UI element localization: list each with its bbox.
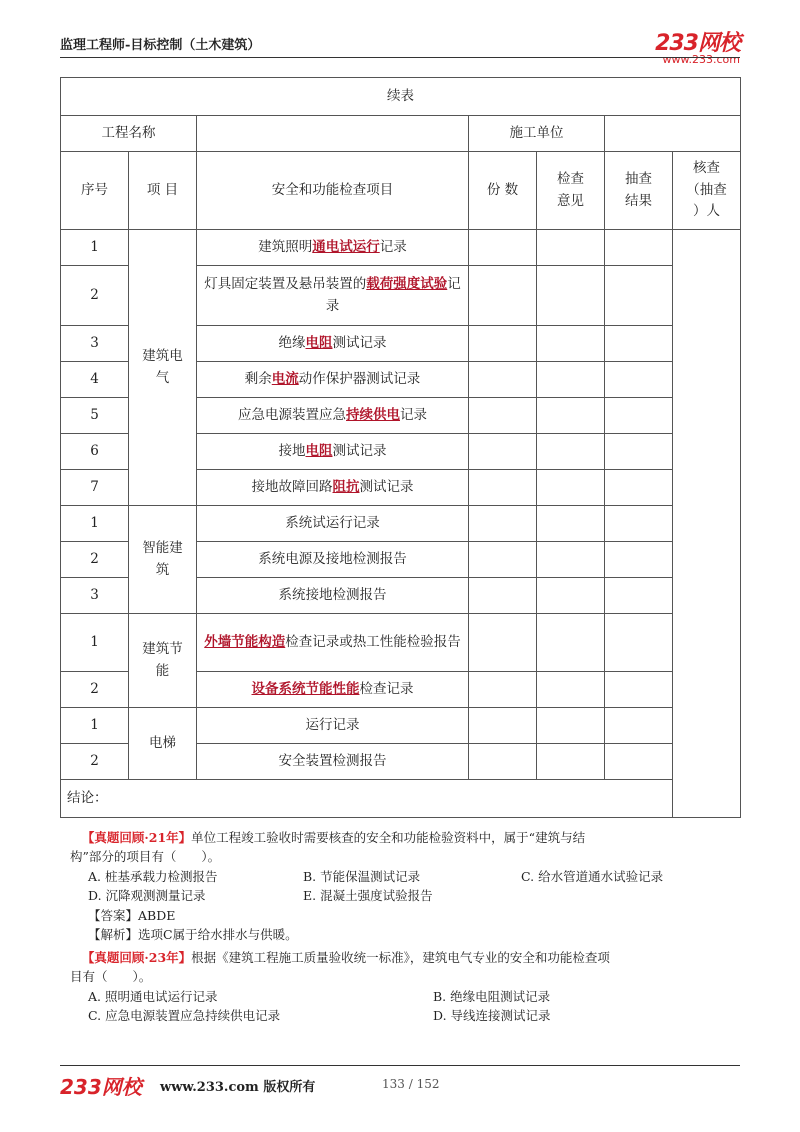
- copies-cell: [469, 362, 537, 398]
- group-energy-l2: 能: [155, 662, 170, 679]
- check-item-highlight: 电流: [271, 370, 299, 387]
- checker-cell: [673, 230, 741, 818]
- row-no: 1: [61, 708, 129, 744]
- q21-stem-text: 单位工程竣工验收时需要核查的安全和功能检验资料中，属于“建筑与结: [191, 830, 586, 845]
- result-cell: [605, 578, 673, 614]
- check-item-highlight: 阻抗: [332, 478, 360, 495]
- q23-option-a: A. 照明通电试运行记录: [88, 988, 218, 1004]
- brand-logo-text: 233网校: [655, 31, 740, 56]
- q21-option-b: B. 节能保温测试记录: [303, 868, 421, 884]
- q23-option-d: D. 导线连接测试记录: [433, 1008, 551, 1024]
- check-item: 系统电源及接地检测报告: [197, 542, 469, 578]
- table-row: [61, 506, 741, 542]
- check-item-text: 记录: [379, 238, 407, 255]
- project-name-label: 工程名称: [61, 116, 197, 152]
- copies-cell: [469, 266, 537, 326]
- check-item-text: 测试记录: [332, 442, 387, 459]
- opinion-cell: [537, 326, 605, 362]
- copies-cell: [469, 470, 537, 506]
- result-cell: [605, 362, 673, 398]
- q23-option-c: C. 应急电源装置应急持续供电记录: [88, 1008, 281, 1024]
- table-row: [61, 614, 741, 672]
- check-item: [197, 230, 469, 266]
- copies-cell: [469, 230, 537, 266]
- opinion-cell: [537, 470, 605, 506]
- group-electrical: [129, 230, 197, 506]
- col-header-opinion-l1: 检查: [557, 170, 584, 187]
- group-intelligent-l1: 智能建: [142, 539, 183, 556]
- copies-cell: [469, 434, 537, 470]
- result-cell: [605, 672, 673, 708]
- check-item-text: 动作保护器测试记录: [298, 370, 421, 387]
- check-item: [197, 326, 469, 362]
- check-item-text: 记录: [400, 406, 427, 423]
- check-item-text: 灯具固定装置及悬吊装置的: [204, 275, 367, 292]
- result-cell: [605, 266, 673, 326]
- table-row: [61, 230, 741, 266]
- check-item: 安全装置检测报告: [197, 744, 469, 780]
- check-item-highlight: 外墙节能构造: [204, 633, 286, 650]
- opinion-cell: [537, 230, 605, 266]
- check-item-text: 建筑照明: [258, 238, 313, 255]
- check-item-highlight: 载荷强度试验: [366, 275, 448, 292]
- row-no: 2: [61, 542, 129, 578]
- opinion-cell: [537, 578, 605, 614]
- col-header-item: 项 目: [129, 152, 197, 230]
- col-header-result-l1: 抽查: [625, 170, 652, 187]
- check-item-text: 检查记录或热工性能检验报告: [285, 633, 461, 650]
- check-item-text: 测试记录: [359, 478, 414, 495]
- q21-answer: 【答案】ABDE: [88, 907, 176, 923]
- result-cell: [605, 744, 673, 780]
- group-energy-l1: 建筑节: [142, 640, 183, 657]
- col-header-checker-l2: （抽查: [686, 181, 727, 198]
- q23-tag: 【真题回顾·23年】: [81, 950, 192, 965]
- project-name-value: [197, 116, 469, 152]
- result-cell: [605, 470, 673, 506]
- col-header-copies: 份 数: [469, 152, 537, 230]
- q21-option-c: C. 给水管道通水试验记录: [521, 868, 664, 884]
- check-item: [197, 266, 469, 326]
- row-no: 3: [61, 578, 129, 614]
- footer-site: www.233.com 版权所有: [160, 1080, 316, 1095]
- table-row: [61, 708, 741, 744]
- check-item: [197, 434, 469, 470]
- row-no: 7: [61, 470, 129, 506]
- copies-cell: [469, 708, 537, 744]
- col-header-result-l2: 结果: [625, 192, 652, 209]
- construction-unit-value: [605, 116, 741, 152]
- check-item: [197, 614, 469, 672]
- header-title: 监理工程师-目标控制（土木建筑）: [60, 38, 261, 53]
- result-cell: [605, 434, 673, 470]
- check-item-highlight: 设备系统节能性能: [251, 680, 360, 697]
- col-header-checker-l3: ）人: [693, 203, 720, 220]
- q21-options-row2: [70, 886, 750, 905]
- opinion-cell: [537, 398, 605, 434]
- page-number: 133 / 152: [382, 1077, 440, 1091]
- row-no: 1: [61, 230, 129, 266]
- row-no: 5: [61, 398, 129, 434]
- q21-analysis: 【解析】选项C属于给水排水与供暖。: [88, 926, 298, 942]
- q23-stem-l1: [70, 948, 750, 967]
- opinion-cell: [537, 434, 605, 470]
- group-intelligent: [129, 506, 197, 614]
- opinion-cell: [537, 362, 605, 398]
- row-no: 1: [61, 506, 129, 542]
- row-no: 2: [61, 266, 129, 326]
- table-caption: 续表: [61, 78, 741, 116]
- opinion-cell: [537, 672, 605, 708]
- copies-cell: [469, 614, 537, 672]
- safety-function-check-table: [60, 77, 741, 818]
- check-item: 系统接地检测报告: [197, 578, 469, 614]
- result-cell: [605, 614, 673, 672]
- check-item-highlight: 电阻: [305, 334, 333, 351]
- check-item-text: 接地: [278, 442, 306, 459]
- col-header-opinion-l2: 意见: [557, 192, 584, 209]
- result-cell: [605, 326, 673, 362]
- check-item-text: 绝缘: [278, 334, 306, 351]
- check-item: 运行记录: [197, 708, 469, 744]
- footer-logo: 233网校: [60, 1075, 142, 1099]
- q23-options-row2: [70, 1006, 750, 1025]
- check-item-text: 应急电源装置应急: [238, 406, 346, 423]
- page-header: [60, 22, 740, 66]
- check-item-text: 剩余: [244, 370, 272, 387]
- result-cell: [605, 506, 673, 542]
- check-item: [197, 362, 469, 398]
- header-divider: [60, 57, 740, 58]
- brand-logo: [655, 26, 740, 66]
- col-header-no: 序号: [61, 152, 129, 230]
- check-item: 系统试运行记录: [197, 506, 469, 542]
- q21-option-d: D. 沉降观测测量记录: [88, 888, 206, 904]
- group-intelligent-l2: 筑: [155, 561, 170, 578]
- opinion-cell: [537, 708, 605, 744]
- check-item: [197, 470, 469, 506]
- question-21: [70, 828, 750, 944]
- col-header-opinion: [537, 152, 605, 230]
- result-cell: [605, 708, 673, 744]
- col-header-checker-l1: 核查: [693, 160, 720, 177]
- q23-stem-l2: 目有（ ）。: [70, 969, 152, 985]
- check-item-text: 记录: [325, 275, 461, 314]
- question-23: [70, 948, 750, 1026]
- copies-cell: [469, 326, 537, 362]
- col-header-checker: [673, 152, 741, 230]
- q21-stem-l2: 构”部分的项目有（ ）。: [70, 849, 221, 865]
- row-no: 1: [61, 614, 129, 672]
- copies-cell: [469, 506, 537, 542]
- result-cell: [605, 542, 673, 578]
- opinion-cell: [537, 266, 605, 326]
- group-electrical-l1: 建筑电: [142, 347, 183, 364]
- conclusion-label: 结论：: [61, 780, 741, 818]
- check-item-highlight: 通电试运行: [312, 238, 380, 255]
- check-item-text: 接地故障回路: [251, 478, 333, 495]
- row-no: 2: [61, 744, 129, 780]
- footer-divider: [60, 1065, 740, 1066]
- col-header-result: [605, 152, 673, 230]
- check-item-text: 测试记录: [332, 334, 387, 351]
- check-item: [197, 398, 469, 434]
- q21-stem-l1: [70, 828, 750, 847]
- row-no: 3: [61, 326, 129, 362]
- col-header-check-item: 安全和功能检查项目: [197, 152, 469, 230]
- brand-logo-sub: www.233.com: [662, 53, 740, 66]
- copies-cell: [469, 744, 537, 780]
- check-item-text: 检查记录: [359, 680, 414, 697]
- group-electrical-l2: 气: [155, 369, 170, 386]
- row-no: 4: [61, 362, 129, 398]
- copies-cell: [469, 578, 537, 614]
- q23-options-row1: [70, 987, 750, 1006]
- construction-unit-label: 施工单位: [469, 116, 605, 152]
- opinion-cell: [537, 614, 605, 672]
- opinion-cell: [537, 744, 605, 780]
- group-elevator: 电梯: [129, 708, 197, 780]
- check-item-highlight: 持续供电: [346, 406, 400, 423]
- copies-cell: [469, 398, 537, 434]
- result-cell: [605, 230, 673, 266]
- q21-tag: 【真题回顾·21年】: [81, 830, 192, 845]
- opinion-cell: [537, 506, 605, 542]
- row-no: 2: [61, 672, 129, 708]
- opinion-cell: [537, 542, 605, 578]
- q21-option-e: E. 混凝土强度试验报告: [303, 888, 433, 904]
- check-item-highlight: 电阻: [305, 442, 333, 459]
- copies-cell: [469, 542, 537, 578]
- q23-option-b: B. 绝缘电阻测试记录: [433, 988, 551, 1004]
- q23-stem-text: 根据《建筑工程施工质量验收统一标准》，建筑电气专业的安全和功能检查项: [191, 950, 610, 965]
- q21-options-row1: [70, 867, 750, 886]
- copies-cell: [469, 672, 537, 708]
- result-cell: [605, 398, 673, 434]
- page-footer: [60, 1065, 740, 1105]
- group-energy: [129, 614, 197, 708]
- row-no: 6: [61, 434, 129, 470]
- check-item: [197, 672, 469, 708]
- q21-option-a: A. 桩基承载力检测报告: [88, 868, 218, 884]
